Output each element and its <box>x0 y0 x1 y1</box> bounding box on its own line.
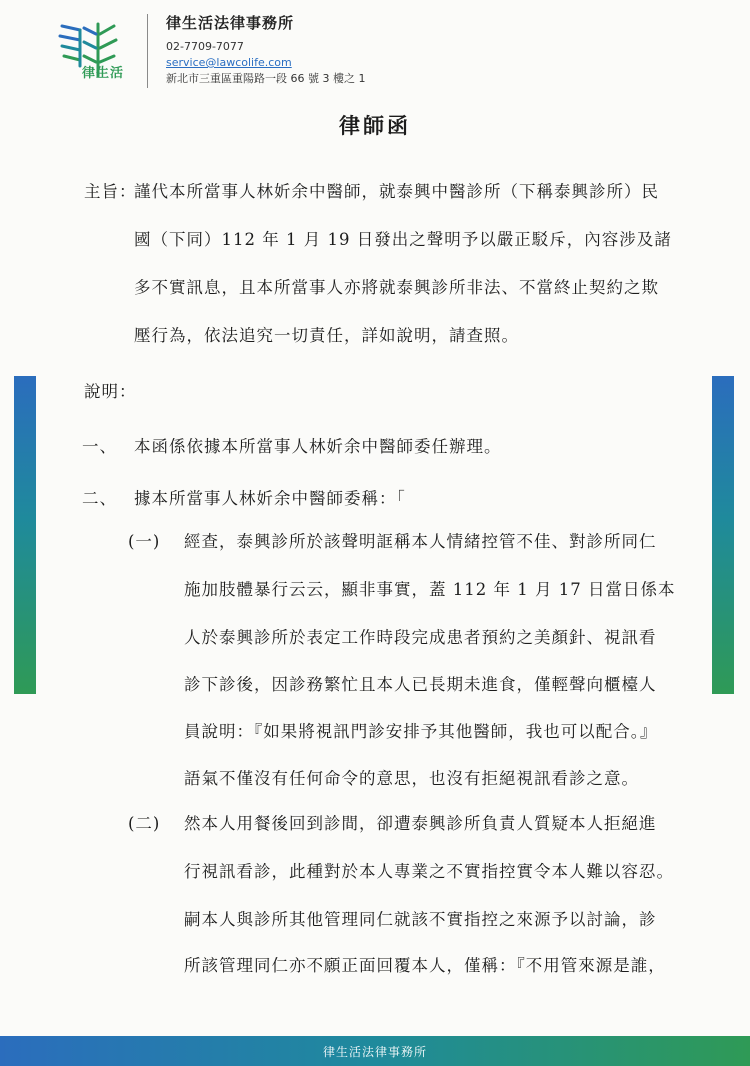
subject-label: 主旨： <box>84 182 137 201</box>
firm-name: 律生活法律事務所 <box>166 14 295 32</box>
item-text: 本函係依據本所當事人林妡余中醫師委任辦理。 <box>134 437 502 456</box>
subitem-line: 語氣不僅沒有任何命令的意思，也沒有拒絕視訊看診之意。 <box>184 769 639 788</box>
subitem-line: 所該管理同仁亦不願正面回覆本人，僅稱：『不用管來源是誰， <box>184 956 666 975</box>
explanation-label: 說明： <box>84 382 137 401</box>
document-title: 律師函 <box>339 113 411 138</box>
subject-line: 多不實訊息，且本所當事人亦將就泰興診所非法、不當終止契約之欺 <box>134 278 659 297</box>
item-text: 據本所當事人林妡余中醫師委稱：「 <box>134 489 406 508</box>
footer-firm-name: 律生活法律事務所 <box>322 1045 427 1059</box>
subitem-line: 然本人用餐後回到診間，卻遭泰興診所負責人質疑本人拒絕進 <box>184 814 657 833</box>
subitem-line: 經查，泰興診所於該聲明誆稱本人情緒控管不佳、對診所同仁 <box>184 532 657 551</box>
item-number: 二、 <box>82 489 117 508</box>
footer-bar <box>0 1036 750 1066</box>
subject-line: 壓行為，依法追究一切責任，詳如說明，請查照。 <box>134 326 519 345</box>
letterhead-divider <box>147 14 148 88</box>
right-accent-bar <box>712 376 734 694</box>
subject-line: 國（下同）112 年 1 月 19 日發出之聲明予以嚴正駁斥，內容涉及諸 <box>134 230 672 249</box>
subitem-line: 診下診後，因診務繁忙且本人已長期未進食，僅輕聲向櫃檯人 <box>184 675 657 694</box>
subitem-line: 人於泰興診所於表定工作時段完成患者預約之美顏針、視訊看 <box>184 628 657 647</box>
subitem-line: 嗣本人與診所其他管理同仁就該不實指控之來源予以討論，診 <box>184 910 657 929</box>
logo-caption: 律生活 <box>82 66 125 81</box>
subitem-line: 行視訊看診，此種對於本人專業之不實指控實令本人難以容忍。 <box>184 862 674 881</box>
item-number: 一、 <box>82 437 117 456</box>
firm-email-link[interactable]: service@lawcolife.com <box>166 56 292 69</box>
subitem-line: 員說明：『如果將視訊門診安排予其他醫師，我也可以配合。』 <box>184 722 658 741</box>
firm-address: 新北市三重區重陽路一段 66 號 3 樓之 1 <box>166 72 366 85</box>
subitem-line: 施加肢體暴行云云，顯非事實，蓋 112 年 1 月 17 日當日係本 <box>184 580 676 599</box>
subitem-marker: (一) <box>128 532 161 551</box>
subject-line: 謹代本所當事人林妡余中醫師，就泰興中醫診所（下稱泰興診所）民 <box>134 182 659 201</box>
subitem-marker: (二) <box>128 814 161 833</box>
firm-phone: 02-7709-7077 <box>166 40 244 53</box>
firm-info <box>166 12 365 87</box>
left-accent-bar <box>14 376 36 694</box>
